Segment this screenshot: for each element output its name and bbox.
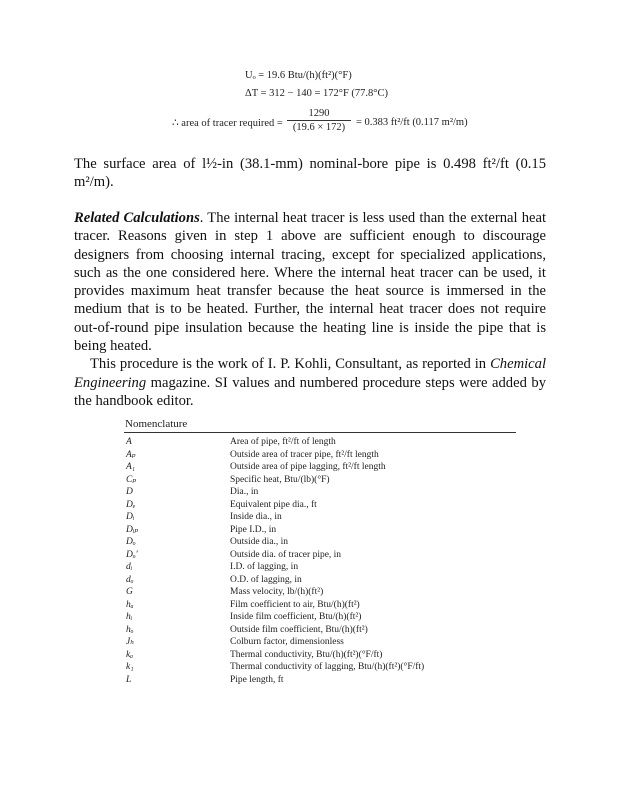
related-calculations-paragraph: [74, 209, 546, 355]
nomenclature-rows: [124, 436, 516, 686]
nomenclature-row: [124, 461, 516, 474]
nomenclature-definition: Inside film coefficient, Btu/(h)(ft²): [230, 612, 362, 622]
procedure-text-pre: This procedure is the work of I. P. Kohli, Consultant, as reported in: [90, 356, 491, 373]
nomenclature-symbol: hᵢ: [126, 612, 133, 622]
nomenclature-row: [124, 624, 516, 637]
fraction-bar: [287, 120, 351, 121]
nomenclature-symbol: hₒ: [126, 624, 134, 635]
equation-area-label: ∴ area of tracer required =: [172, 118, 283, 129]
nomenclature-row: [124, 674, 516, 687]
nomenclature-definition: Equivalent pipe dia., ft: [230, 499, 317, 510]
nomenclature-symbol: L: [126, 674, 132, 685]
nomenclature-symbol: k₁: [126, 662, 134, 672]
nomenclature-row: [124, 499, 516, 512]
equation-delta-t: ΔT = 312 − 140 = 172°F (77.8°C): [245, 88, 388, 99]
magazine-name: Chemical Engineering: [74, 356, 546, 391]
related-calculations-text: The internal heat tracer is less used than the external heat tracer. Reasons given in step 1 above are sufficient enough to discourage designers from choosing internal tracing, except for specialized applications, such as the one considered here. Where the internal heat tracer can be used, it provides maximum heat transfer because the heat source is immersed in the medium that is to be heated. Further, the internal heat tracer does not require out-of-round pipe insulation because the heating line is inside the pipe that is being heated.: [74, 210, 546, 355]
nomenclature-title: Nomenclature: [124, 418, 516, 433]
nomenclature-table: [124, 418, 516, 686]
nomenclature-symbol: Dᵢ: [126, 512, 135, 522]
nomenclature-symbol: Dₒ: [126, 537, 136, 547]
nomenclature-definition: O.D. of lagging, in: [230, 574, 302, 585]
surface-area-text: The surface area of l½-in (38.1-mm) nominal-bore pipe is 0.498 ft²/ft (0.15 m²/m).: [74, 156, 546, 191]
fraction-numerator: 1290: [308, 108, 330, 119]
nomenclature-row: [124, 649, 516, 662]
nomenclature-symbol: A₁: [126, 462, 136, 472]
nomenclature-symbol: Dₑ: [126, 499, 136, 510]
fraction-denominator: (19.6 × 172): [292, 122, 346, 133]
equation-fraction: [287, 108, 351, 133]
nomenclature-symbol: G: [126, 587, 133, 597]
nomenclature-definition: Specific heat, Btu/(lb)(°F): [230, 474, 330, 485]
nomenclature-definition: Film coefficient to air, Btu/(h)(ft²): [230, 599, 360, 610]
nomenclature-row: [124, 599, 516, 612]
nomenclature-row: [124, 449, 516, 462]
related-calculations-heading: Related Calculations: [74, 210, 200, 226]
nomenclature-symbol: Dₒ′: [126, 549, 138, 560]
nomenclature-row: [124, 536, 516, 549]
surface-area-paragraph: [74, 155, 546, 192]
nomenclature-definition: Area of pipe, ft²/ft of length: [230, 437, 336, 447]
equation-uo: Uₒ = 19.6 Btu/(h)(ft²)(°F): [245, 70, 352, 81]
nomenclature-definition: Thermal conductivity of lagging, Btu/(h)(ft²)(°F/ft): [230, 662, 425, 672]
nomenclature-symbol: Aₚ: [126, 449, 136, 460]
nomenclature-definition: Inside dia., in: [230, 512, 282, 522]
nomenclature-symbol: kₐ: [126, 649, 133, 660]
nomenclature-row: [124, 661, 516, 674]
nomenclature-row: [124, 436, 516, 449]
nomenclature-symbol: dₒ: [126, 574, 134, 585]
nomenclature-definition: Colburn factor, dimensionless: [230, 637, 344, 647]
nomenclature-definition: Thermal conductivity, Btu/(h)(ft²)(°F/ft): [230, 649, 383, 660]
nomenclature-row: [124, 474, 516, 487]
nomenclature-definition: Outside area of tracer pipe, ft²/ft length: [230, 449, 379, 460]
procedure-text-post: magazine. SI values and numbered procedure steps were added by the handbook editor.: [74, 374, 546, 409]
nomenclature-symbol: D: [126, 487, 133, 497]
nomenclature-symbol: dᵢ: [126, 562, 133, 572]
nomenclature-row: [124, 511, 516, 524]
nomenclature-definition: Outside dia. of tracer pipe, in: [230, 549, 342, 560]
nomenclature-definition: Pipe length, ft: [230, 674, 284, 685]
nomenclature-symbol: A: [126, 437, 132, 447]
nomenclature-definition: Pipe I.D., in: [230, 524, 277, 535]
equation-result: = 0.383 ft²/ft (0.117 m²/m): [356, 117, 468, 128]
nomenclature-definition: Mass velocity, lb/(h)(ft²): [230, 587, 324, 597]
nomenclature-definition: Dia., in: [230, 487, 259, 497]
nomenclature-symbol: Dᵢₚ: [126, 524, 139, 535]
nomenclature-row: [124, 574, 516, 587]
nomenclature-definition: I.D. of lagging, in: [230, 562, 299, 572]
related-calculations-section: [74, 209, 546, 410]
nomenclature-symbol: Jₕ: [126, 637, 135, 647]
nomenclature-row: [124, 636, 516, 649]
related-calculations-sep: .: [199, 210, 204, 226]
nomenclature-row: [124, 586, 516, 599]
nomenclature-row: [124, 561, 516, 574]
nomenclature-row: [124, 611, 516, 624]
nomenclature-definition: Outside film coefficient, Btu/(h)(ft²): [230, 624, 368, 635]
nomenclature-row: [124, 486, 516, 499]
nomenclature-symbol: Cₚ: [126, 474, 137, 485]
nomenclature-symbol: hₐ: [126, 599, 134, 610]
nomenclature-definition: Outside area of pipe lagging, ft²/ft length: [230, 462, 386, 472]
nomenclature-row: [124, 524, 516, 537]
nomenclature-definition: Outside dia., in: [230, 537, 289, 547]
procedure-paragraph: [74, 355, 546, 410]
nomenclature-row: [124, 549, 516, 562]
